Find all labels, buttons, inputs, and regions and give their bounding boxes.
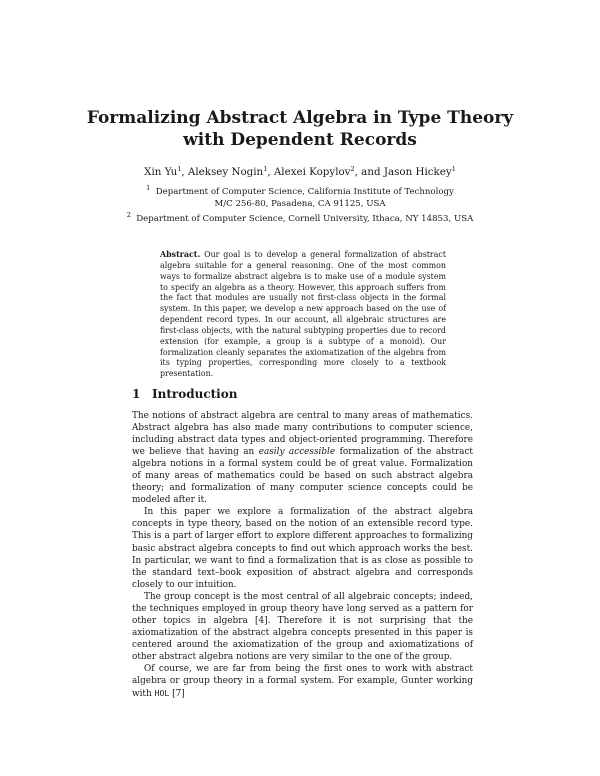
title-line-2: with Dependent Records (183, 130, 417, 150)
affiliation-1 (0, 183, 600, 199)
affiliation-line: Department of Computer Science, California Institute of Technology (155, 187, 454, 197)
author-affil-marker: 1 (263, 165, 268, 173)
paragraph-text: [7] (169, 689, 185, 700)
author-affil-marker: 1 (451, 165, 456, 173)
abstract (160, 250, 446, 380)
abstract-label: Abstract. (160, 250, 201, 259)
paragraph-2: In this paper we explore a formalization of the abstract algebra concepts in type theory, based on the notion of an extensible record type. This is a part of larger effort to explore different approaches to formalizing basic abstract algebra concepts to find out which approach works the best. In particular, we want to find a formalization that is as close as possible to the standard text–book exposition of abstract algebra and corresponds closely to our intuition. (132, 507, 473, 590)
affil-marker: 2 (126, 211, 131, 219)
author-separator: , (267, 166, 274, 178)
title-line-1: Formalizing Abstract Algebra in Type Theory (86, 108, 514, 128)
affiliation-line: Department of Computer Science, Cornell University, Ithaca, NY 14853, USA (136, 214, 474, 224)
author-affil-marker: 2 (350, 165, 355, 173)
author-name: Jason Hickey (383, 166, 452, 178)
body-text (132, 410, 473, 700)
paper-title (0, 107, 600, 151)
author-separator: , (181, 166, 188, 178)
author-name: Xin Yu (144, 166, 178, 178)
paragraph-text: The notions of abstract algebra are central to many areas of mathematics. Abstract algebra has also made many contributions to computer science, including abstract data types and object-oriented programming. Therefore we believe that having an (132, 411, 473, 458)
affiliations (0, 183, 600, 226)
affil-marker: 1 (146, 184, 151, 192)
author-name: Aleksey Nogin (187, 166, 264, 178)
paragraph-4 (132, 663, 473, 700)
paragraph-text: formalization of the abstract algebra notions in a formal system could be of great value. Formalization of many areas of mathematics could be based on such abstract algebra theory; and formalization of many computer science concepts could be modeled after it. (132, 447, 473, 506)
author-list (0, 163, 600, 179)
affiliation-2 (0, 210, 600, 226)
emphasis-text: easily accessible (258, 447, 336, 458)
author-affil-marker: 1 (177, 165, 182, 173)
section-heading (132, 386, 237, 402)
paragraph-3: The group concept is the most central of all algebraic concepts; indeed, the techniques employed in group theory have long served as a pattern for other topics in algebra [4]. Therefore it is not surprising that the axiomatization of the abstract algebra concepts presented in this paper is centered around the axiomatization of the group and axiomatizations of other abstract algebra notions are very similar to the one of the group. (132, 591, 473, 662)
author-name: Alexei Kopylov (273, 166, 351, 178)
system-name: HOL (154, 688, 170, 699)
paragraph-text: Of course, we are far from being the first ones to work with abstract algebra or group theory in a formal system. For example, Gunter working with (132, 663, 473, 700)
paragraph-1 (132, 410, 473, 506)
section-title: Introduction (152, 387, 238, 401)
affiliation-1-address: M/C 256-80, Pasadena, CA 91125, USA (214, 198, 386, 209)
section-number: 1 (132, 387, 141, 401)
abstract-text: Our goal is to develop a general formalization of abstract algebra suitable for a general reasoning. One of the most common ways to formalize abstract algebra is to make use of a module system to specify an algebra as a theory. However, this approach suffers from the fact that modules are usually not first-class objects in the formal system. In this paper, we develop a new approach based on the use of dependent record types. In our account, all algebraic structures are first-class objects, with the natural subtyping properties due to record extension (for example, a group is a subtype of a monoid). Our formalization cleanly separates the axiomatization of the algebra from its typing properties, corresponding more closely to a textbook presentation. (160, 250, 446, 379)
author-separator: , and (354, 166, 384, 178)
